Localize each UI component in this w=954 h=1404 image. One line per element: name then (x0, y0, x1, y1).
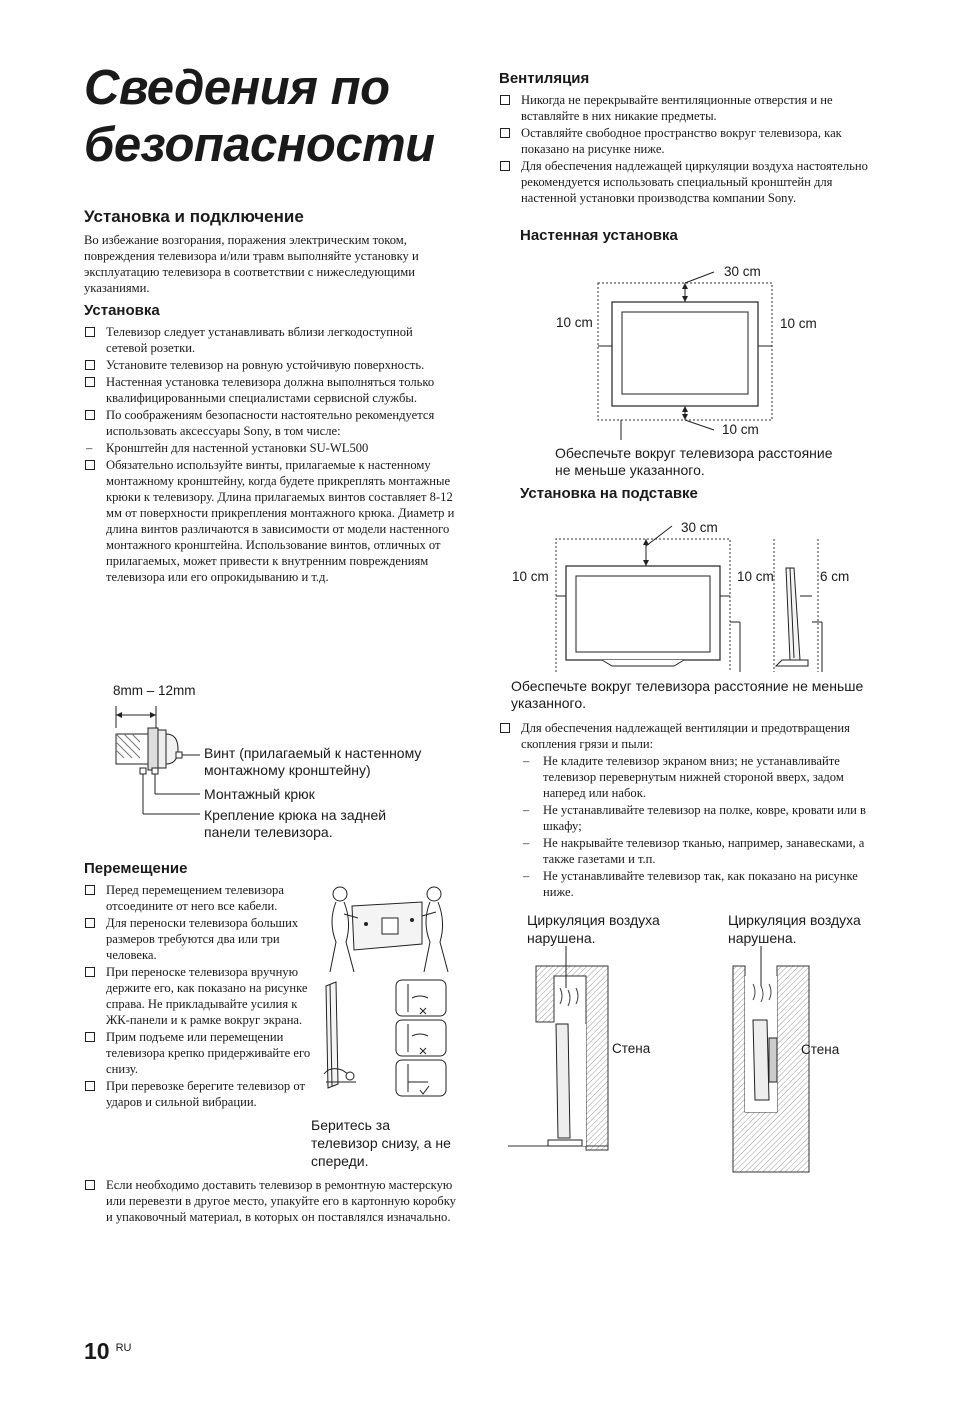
stand-mount-diagram (554, 538, 834, 674)
list-item (499, 720, 871, 900)
page-number: 10 (84, 1338, 110, 1364)
bad-right-wall-label: Стена (801, 1042, 840, 1057)
wall-top-label: 30 cm (724, 264, 761, 279)
list-item: Для переноски телевизора больших размеров требуются два или три человека. (84, 915, 312, 963)
sub-list-item: – Не накрывайте телевизор тканью, например, занавесками, а также газетами и т.п. (521, 835, 871, 867)
list-item: При переноске телевизора вручную держите его, как показано на рисунке справа. Не прикладывайте усилия к ЖК-панели и к рамке вокруг экрана. (84, 964, 312, 1028)
list-item: Перед перемещением телевизора отсоедините от него все кабели. (84, 882, 312, 914)
bad-right-diagram (731, 960, 821, 1172)
wall-caption: Обеспечьте вокруг телевизора расстояние не меньше указанного. (555, 445, 833, 478)
bad-left-wall-label: Стена (612, 1041, 651, 1056)
wall-bottom-label: 10 cm (722, 422, 759, 437)
list-item-text: Для обеспечения надлежащей вентиляции и предотвращения скопления грязи и пыли: (521, 721, 850, 751)
dust-list (499, 720, 871, 901)
stand-right-label: 10 cm (737, 569, 774, 584)
moving-list (84, 882, 312, 1111)
list-item: При перевозке берегите телевизор от ударов и сильной вибрации. (84, 1078, 312, 1110)
sub-list-item: – Не кладите телевизор экраном вниз; не устанавливайте телевизор перевернутым нижней стороной вверх, задом наперед или набок. (521, 753, 871, 801)
installation-heading: Установка (84, 302, 160, 319)
page-footer (84, 1338, 131, 1365)
ventilation-list (499, 92, 871, 207)
list-item-text: По соображениям безопасности настоятельно рекомендуется использовать аксессуары Sony, в том числе: (106, 408, 435, 438)
stand-top-label: 30 cm (681, 520, 718, 535)
hold-bottom-illustration (320, 978, 450, 1096)
stand-side-label: 6 cm (820, 569, 850, 584)
carrying-illustration (326, 884, 448, 976)
sub-list-item: – Кронштейн для настенной установки SU-WL500 (84, 440, 456, 456)
wall-mount-heading: Настенная установка (520, 227, 678, 244)
sub-list-item: – Не устанавливайте телевизор на полке, ковре, кровати или в шкафу; (521, 802, 871, 834)
stand-mount-heading: Установка на подставке (520, 485, 698, 502)
wall-right-label: 10 cm (780, 316, 817, 331)
installation-list (84, 324, 456, 586)
stand-left-label: 10 cm (512, 569, 549, 584)
wall-left-label: 10 cm (556, 315, 593, 330)
bad-right-caption: Циркуляция воздуха нарушена. (728, 912, 861, 946)
list-item: Установите телевизор на ровную устойчивую поверхность. (84, 357, 456, 373)
sub-list-item: – Не устанавливайте телевизор так, как показано на рисунке ниже. (521, 868, 871, 900)
list-item: Если необходимо доставить телевизор в ремонтную мастерскую или перевезти в другое место, упакуйте его в картонную коробку и упаковочный материал, в которых он поставлялся изначально. (84, 1177, 456, 1225)
wall-mount-diagram (596, 282, 776, 442)
hold-caption: Беритесь за телевизор снизу, а не спереди. (311, 1117, 451, 1169)
ventilation-heading: Вентиляция (499, 70, 590, 87)
page-lang: RU (115, 1342, 132, 1354)
bad-left-caption: Циркуляция воздуха нарушена. (527, 912, 660, 946)
list-item (84, 407, 456, 456)
list-item: Оставляйте свободное пространство вокруг телевизора, как показано на рисунке ниже. (499, 125, 871, 157)
list-item: Настенная установка телевизора должна выполняться только квалифицированными специалистами сервисной службы. (84, 374, 456, 406)
list-item: Никогда не перекрывайте вентиляционные отверстия и не вставляйте в них никакие предметы. (499, 92, 871, 124)
hook-label: Монтажный крюк (204, 786, 315, 802)
list-item: Телевизор следует устанавливать вблизи легкодоступной сетевой розетки. (84, 324, 456, 356)
install-connect-intro: Во избежание возгорания, поражения электрическим током, повреждения телевизора и/или травм выполняйте установку и эксплуатацию телевизора в соответствии с нижеследующими указаниями. (84, 233, 419, 295)
list-item: Для обеспечения надлежащей циркуляции воздуха настоятельно рекомендуется использовать специальный кронштейн для настенной установки производства компании Sony. (499, 158, 871, 206)
screw-measure-label: 8mm – 12mm (113, 683, 196, 698)
bad-left-diagram (508, 960, 628, 1150)
mount-label: Крепление крюка на задней панели телевизора. (204, 807, 387, 840)
screw-label: Винт (прилагаемый к настенному монтажному кронштейну) (204, 745, 422, 778)
moving-heading: Перемещение (84, 860, 188, 877)
list-item: Обязательно используйте винты, прилагаемые к настенному монтажному кронштейну, когда будете прикреплять монтажные крюки к телевизору. Длина прилагаемых винтов составляет 8-12 мм от поверхности прикрепления монтажного крюка. Диаметр и длина винтов различаются в зависимости от модели настенного монтажного кронштейна. Использование винтов, отличных от прилагаемых, может привести к внутренним повреждениям телевизора или его опрокидыванию и т.д. (84, 457, 456, 585)
moving-last-item (84, 1177, 456, 1226)
stand-caption: Обеспечьте вокруг телевизора расстояние не меньше указанного. (511, 678, 864, 711)
page-title: Сведения по безопасности (84, 61, 435, 172)
install-connect-heading: Установка и подключение (84, 207, 304, 226)
screw-diagram (100, 700, 210, 780)
list-item: Прим подъеме или перемещении телевизора крепко придерживайте его снизу. (84, 1029, 312, 1077)
